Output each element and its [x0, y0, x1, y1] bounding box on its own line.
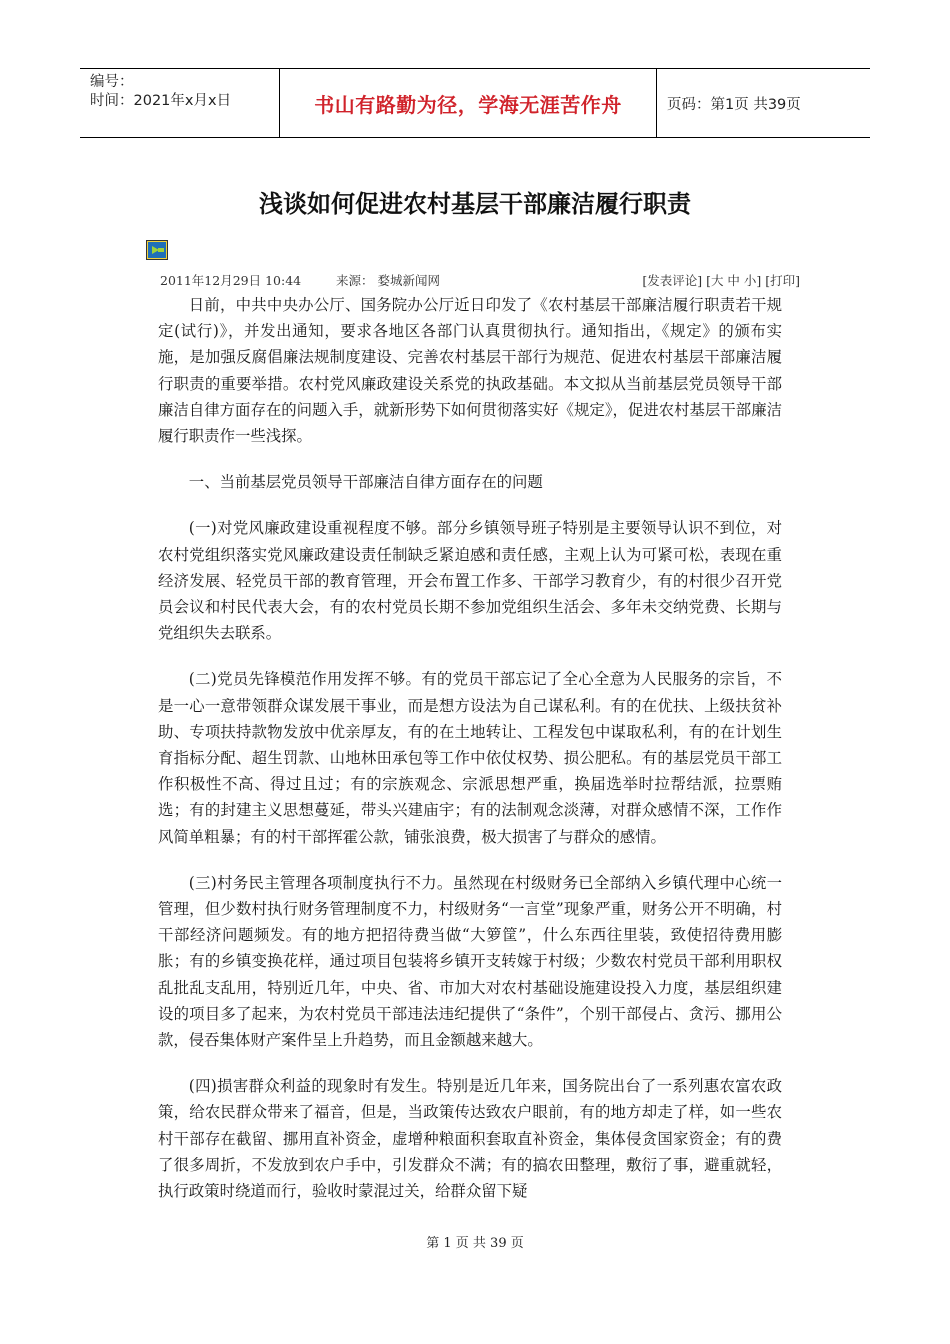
page-footer: 第 1 页 共 39 页	[426, 1236, 524, 1251]
article-source: 来源： 婺城新闻网	[336, 273, 440, 288]
article-date: 2011年12月29日 10:44	[160, 273, 302, 288]
page-header	[80, 68, 870, 138]
paragraph: (三)村务民主管理各项制度执行不力。虽然现在村级财务已全部纳入乡镇代理中心统一管理，但少数村执行财务管理制度不力，村级财务“一言堂”现象严重，财务公开不明确，村干部经济问题频发。有的地方把招待费当做“大箩筐”，什么东西往里装，致使招待费用膨胀；有的乡镇变换花样，通过项目包装将乡镇开支转嫁于村级；少数农村党员干部利用职权乱批乱支乱用，特别近几年，中央、省、市加大对农村基础设施建设投入力度，基层组织建设的项目多了起来，为农村党员干部违法违纪提供了“条件”，个别干部侵占、贪污、挪用公款，侵吞集体财产案件呈上升趋势，而且金额越来越大。	[158, 873, 782, 1050]
arrow-icon	[146, 240, 168, 260]
paragraph: (四)损害群众利益的现象时有发生。特别是近几年来，国务院出台了一系列惠农富农政策，给农民群众带来了福音，但是，当政策传达致农户眼前，有的地方却走了样，如一些农村干部存在截留、挪用直补资金，虚增种粮面积套取直补资金，集体侵贪国家资金；有的费了很多周折，不发放到农户手中，引发群众不满；有的搞农田整理，敷衍了事，避重就轻，执行政策时绕道而行，验收时蒙混过关，给群众留下疑	[158, 1077, 782, 1201]
paragraph: (二)党员先锋模范作用发挥不够。有的党员干部忘记了全心全意为人民服务的宗旨，不是一心一意带领群众谋发展干事业，而是想方设法为自己谋私利。有的在优扶、上级扶贫补助、专项扶持款物发放中优亲厚友，有的在土地转让、工程发包中谋取私利，有的在计划生育指标分配、超生罚款、山地林田承包等工作中依仗权势、损公肥私。有的基层党员干部工作积极性不高、得过且过；有的宗族观念、宗派思想严重，换届选举时拉帮结派，拉票贿选；有的封建主义思想蔓延，带头兴建庙宇；有的法制观念淡薄，对群众感情不深，工作作风简单粗暴；有的村干部挥霍公款，铺张浪费，极大损害了与群众的感情。	[158, 670, 782, 846]
paragraph: 日前，中共中央办公厅、国务院办公厅近日印发了《农村基层干部廉洁履行职责若干规定(试行)》，并发出通知，要求各地区各部门认真贯彻执行。通知指出，《规定》的颁布实施，是加强反腐倡廉法规制度建设、完善农村基层干部行为规范、促进农村基层干部廉洁履行职责的重要举措。农村党风廉政建设关系党的执政基础。本文拟从当前基层党员领导干部廉洁自律方面存在的问题入手，就新形势下如何贯彻落实好《规定》，促进农村基层干部廉洁履行职责作一些浅探。	[158, 296, 782, 446]
article-meta	[160, 271, 800, 289]
article-tools[interactable]: [发表评论] [大 中 小] [打印]	[642, 273, 800, 288]
paragraph: (一)对党风廉政建设重视程度不够。部分乡镇领导班子特别是主要领导认识不到位，对农村党组织落实党风廉政建设责任制缺乏紧迫感和责任感，主观上认为可紧可松，表现在重经济发展、轻党员干部的教育管理，开会布置工作多、干部学习教育少，有的村很少召开党员会议和村民代表大会，有的农村党员长期不参加党组织生活会、多年未交纳党费、长期与党组织失去联系。	[158, 519, 782, 643]
article-body	[158, 292, 782, 1224]
header-motto: 书山有路勤为径，学海无涯苦作舟	[280, 69, 657, 137]
time-label: 时间：2021年x月x日	[90, 93, 232, 109]
header-meta-cell	[80, 69, 280, 137]
header-page-info: 页码：第1页 共39页	[667, 96, 801, 113]
number-label: 编号：	[90, 74, 134, 90]
article-title: 浅谈如何促进农村基层干部廉洁履行职责	[259, 190, 691, 218]
section-heading: 一、当前基层党员领导干部廉洁自律方面存在的问题	[188, 473, 543, 492]
